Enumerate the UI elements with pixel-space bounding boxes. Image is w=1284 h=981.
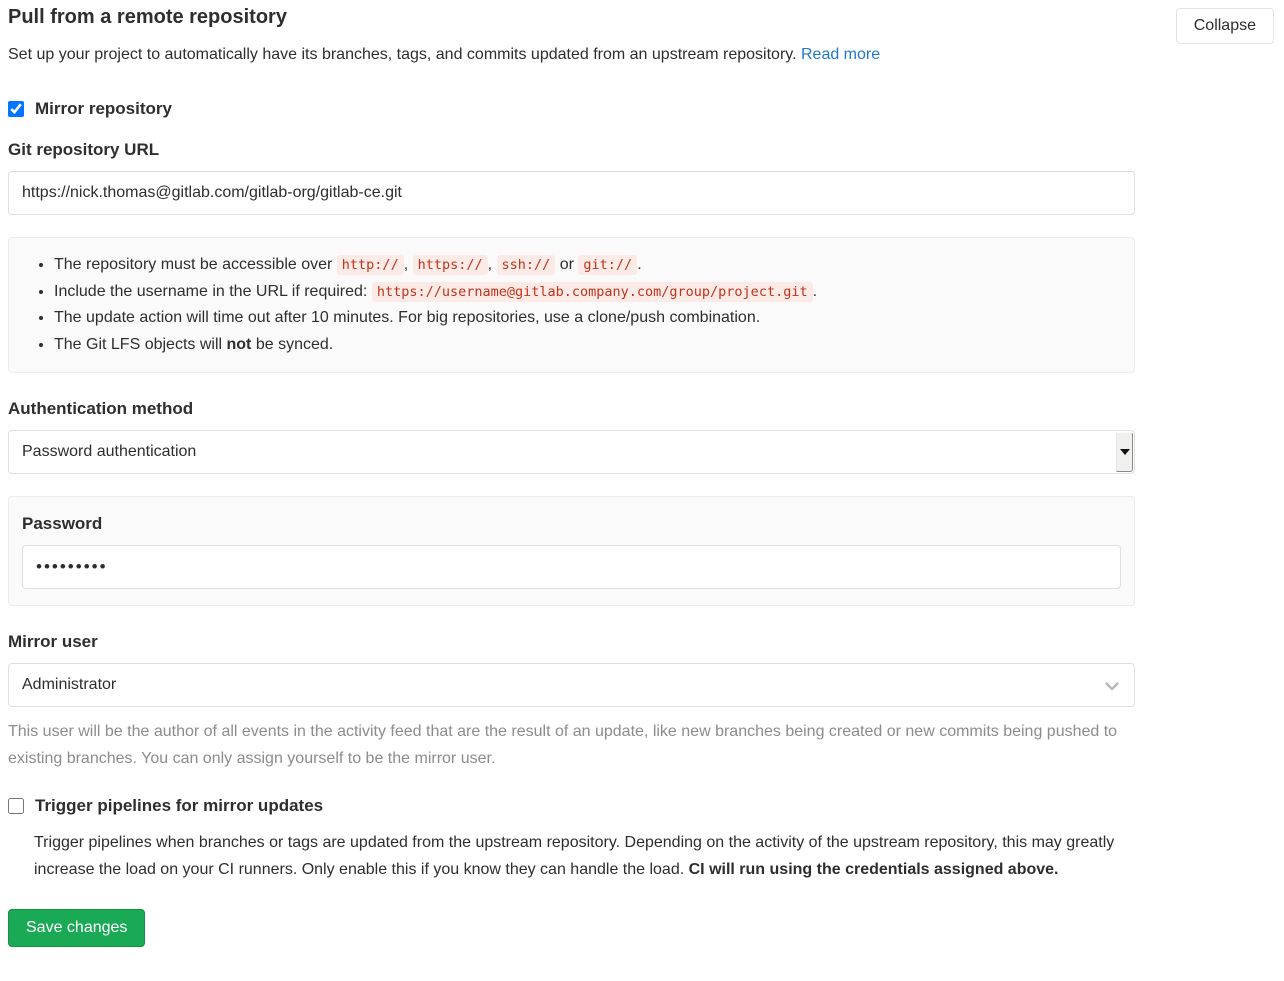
mirror-user-select[interactable] [8, 663, 1135, 707]
read-more-link[interactable]: Read more [800, 46, 881, 63]
trigger-pipelines-row [8, 796, 1135, 816]
caret-down-icon [1120, 449, 1130, 455]
select-arrow-strip[interactable] [1116, 432, 1133, 472]
authentication-method-group [8, 399, 1135, 474]
save-changes-button[interactable]: Save changes [8, 909, 145, 947]
password-input[interactable] [22, 545, 1121, 589]
intro-description: Set up your project to automatically have its branches, tags, and commits updated from an upstream repository. [8, 46, 801, 63]
mirror-repository-checkbox[interactable] [8, 101, 24, 117]
url-requirements-list [25, 252, 1118, 358]
git-url-group [8, 140, 1135, 215]
mirror-user-value: Administrator [22, 676, 117, 694]
mirror-repository-row [8, 99, 1135, 119]
intro-text [8, 44, 1135, 66]
mirror-user-group [8, 632, 1135, 772]
list-item: • The repository must be accessible over http:// , https:// , ssh:// or git:// . [54, 252, 1118, 279]
code-git: git:// [578, 255, 637, 275]
code-example-url: https://username@gitlab.company.com/group/project.git [372, 282, 813, 302]
authentication-method-label: Authentication method [8, 399, 194, 419]
collapse-button[interactable]: Collapse [1176, 8, 1274, 44]
settings-form [8, 6, 1135, 947]
list-item: • Include the username in the URL if required: https://username@gitlab.company.com/group/project.git . [54, 279, 1118, 306]
git-url-label: Git repository URL [8, 140, 160, 160]
code-https: https:// [413, 255, 488, 275]
url-requirements-panel [8, 237, 1135, 373]
trigger-pipelines-help: Trigger pipelines when branches or tags are updated from the upstream repository. Depending on the activity of the upstream repository, this may greatly increase the load on your CI runners. Only enable this if you know they can handle the load. CI will run using the credentials assigned above. [34, 834, 1115, 879]
authentication-method-select[interactable] [8, 430, 1135, 474]
git-url-input[interactable] [8, 171, 1135, 215]
code-http: http:// [337, 255, 404, 275]
mirror-user-help: This user will be the author of all events in the activity feed that are the result of an update, like new branches being created or new commits being pushed to existing branches. You can only assign yourself to be the mirror user. [8, 723, 1118, 768]
list-item: • The Git LFS objects will not be synced. [54, 332, 1118, 359]
trigger-pipelines-checkbox[interactable] [8, 798, 24, 814]
trigger-pipelines-label[interactable]: Trigger pipelines for mirror updates [35, 796, 324, 816]
chevron-down-icon [1103, 678, 1121, 694]
password-label: Password [22, 514, 103, 534]
page-title: Pull from a remote repository [8, 6, 287, 28]
password-panel [8, 496, 1135, 606]
mirror-repository-label[interactable]: Mirror repository [35, 99, 172, 119]
authentication-method-value: Password authentication [22, 443, 197, 461]
mirror-user-label: Mirror user [8, 632, 98, 652]
list-item: • The update action will time out after 10 minutes. For big repositories, use a clone/push combination. [54, 305, 1118, 332]
code-ssh: ssh:// [497, 255, 556, 275]
